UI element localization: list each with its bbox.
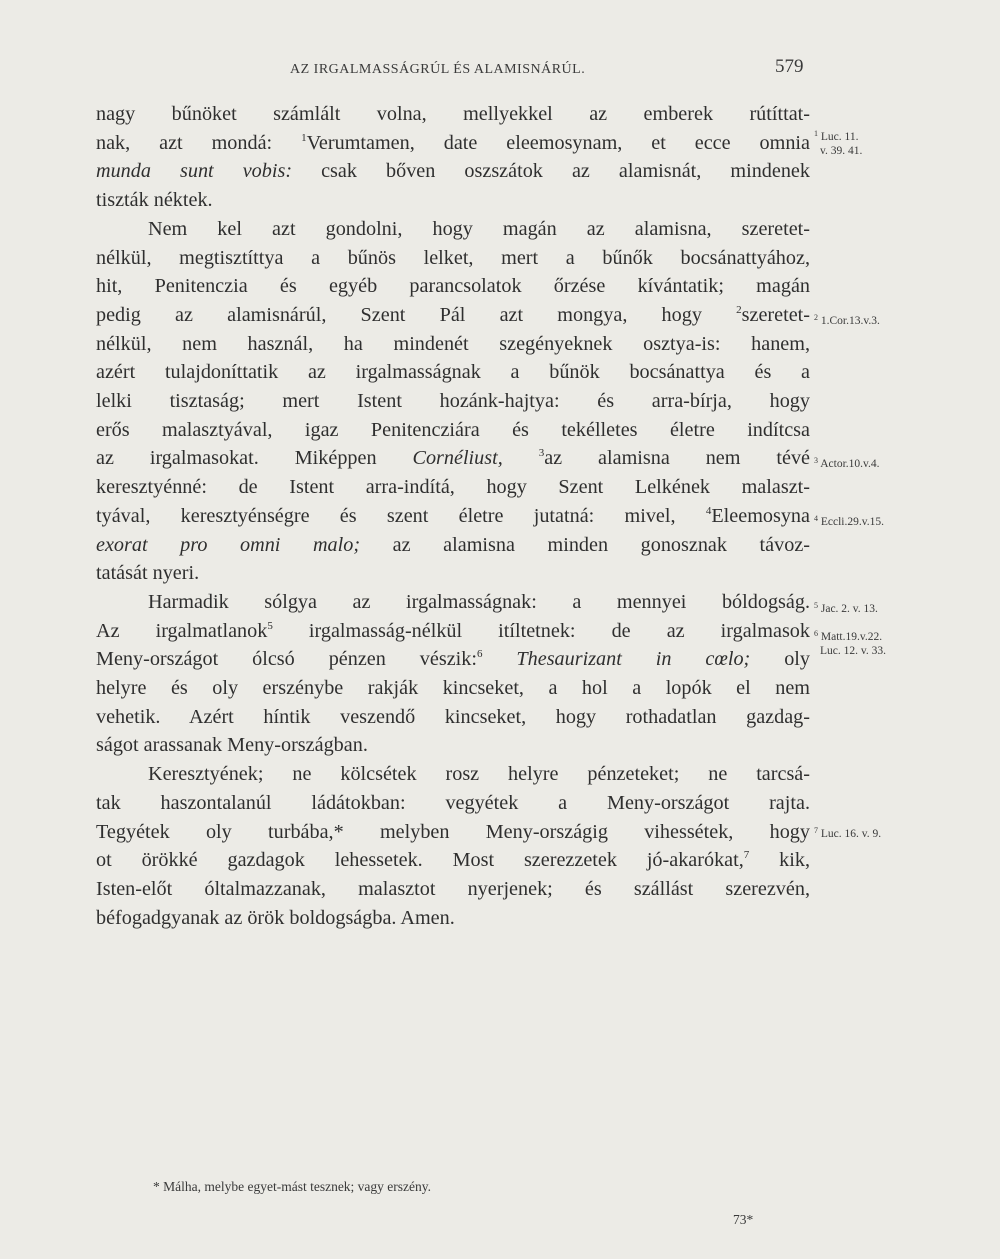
text-line: azért tulajdoníttatik az irgalmasságnak a bűnök bocsánattya és a (96, 361, 810, 384)
signature-mark: 73* (733, 1212, 754, 1227)
reference-mark: 1 (301, 131, 307, 144)
text-line: lelki tisztaság; mert Istent hozánk-hajtya: és arra-bírja, hogy (96, 390, 810, 413)
text-line: vehetik. Azért híntik veszendő kincseket, hogy rothadatlan gazdag- (96, 705, 810, 728)
text-line: helyre és oly erszénybe rakják kincseket, a hol a lopók el nem (96, 677, 810, 700)
text-line: nak, azt mondá: $^1$Verumtamen, date eleemosynam, et ecce omnia (96, 131, 810, 154)
page-header (0, 56, 1000, 86)
text-line: Isten-előt óltalmazzanak, malasztot nyerjenek; és szállást szerezvén, (96, 877, 810, 900)
text-line: ot örökké gazdagok lehessetek. Most szerezzetek jó-akarókat,$^7$ kik, (96, 849, 811, 872)
text-line: exorat pro omni malo; az alamisna minden gonosznak távoz- (96, 533, 810, 556)
page-number: 579 (775, 56, 804, 77)
margin-reference: $^4$ Eccli.29.v.15. (814, 514, 885, 528)
footnote: * Málha, melybe egyet-mást tesznek; vagy erszény. (153, 1179, 432, 1194)
reference-mark: 6 (814, 629, 818, 638)
text-line: pedig az alamisnárúl, Szent Pál azt mongya, hogy $^2$szeretet- (96, 303, 810, 326)
text-line: tiszták néktek. (96, 189, 213, 212)
text-line: Keresztyének; ne kölcsétek rosz helyre pénzeteket; ne tarcsá- (148, 763, 810, 786)
margin-reference: $^2$ 1.Cor.13.v.3. (814, 313, 880, 327)
margin-reference: $^7$ Luc. 16. v. 9. (814, 826, 882, 840)
text-line: Tegyétek oly turbába,* melyben Meny-országig vihessétek, hogy (96, 820, 810, 843)
reference-mark: 2 (736, 303, 742, 316)
reference-mark: 7 (743, 849, 750, 862)
reference-mark: 3 (538, 447, 545, 460)
text-line: nélkül, nem használ, ha mindenét szegényeknek osztya-is: hanem, (96, 332, 810, 355)
text-line: az irgalmasokat. Miképpen Cornéliust, $^3$az alamisna nem tévé (96, 447, 810, 470)
text-line: munda sunt vobis: csak bőven oszszátok az alamisnát, mindenek (96, 160, 810, 183)
text-line: keresztyénné: de Istent arra-indítá, hogy Szent Lelkének malaszt- (96, 476, 810, 499)
text-line: Harmadik sólgya az irgalmasságnak: a mennyei bóldogság. (148, 590, 810, 613)
latin-quote: exorat pro omni malo; (96, 533, 361, 556)
margin-reference: $^5$ Jac. 2. v. 13. (814, 601, 878, 615)
text-line: tak haszontalanúl ládátokban: vegyétek a Meny-országot rajta. (96, 791, 810, 814)
reference-mark: 4 (705, 504, 712, 517)
text-line: erős malasztyával, igaz Penitencziára és tekélletes életre indítcsa (96, 418, 810, 441)
reference-mark: 4 (814, 514, 818, 523)
running-head: AZ IRGALMASSÁGRÚL ÉS ALAMISNÁRÚL. (290, 62, 586, 77)
reference-mark: 1 (814, 129, 818, 138)
margin-reference: $^6$ Matt.19.v.22. Luc. 12. v. 33. (814, 629, 887, 657)
reference-mark: 2 (814, 313, 818, 322)
reference-mark: 7 (814, 826, 818, 835)
reference-mark: 5 (814, 601, 818, 610)
text-line: ságot arassanak Meny-országban. (96, 734, 368, 757)
reference-mark: 5 (267, 619, 273, 632)
text-line: béfogadgyanak az örök boldogságba. Amen. (96, 906, 455, 929)
margin-reference: $^3$ Actor.10.v.4. (814, 456, 880, 470)
latin-quote: munda sunt vobis: (96, 160, 293, 183)
text-line: Az irgalmatlanok$^5$ irgalmasság-nélkül itíltetnek: de az irgalmasok (96, 619, 810, 642)
body-text (96, 100, 810, 932)
margin-reference: $^1$ Luc. 11. v. 39. 41. (814, 129, 863, 157)
latin-quote: Cornéliust, (412, 447, 503, 470)
latin-quote: Thesaurizant in cœlo; (516, 648, 751, 671)
text-line: nagy bűnöket számlált volna, mellyekkel az emberek rútíttat- (96, 103, 810, 125)
text-line: Nem kel azt gondolni, hogy magán az alamisna, szeretet- (148, 217, 810, 240)
text-line: tatását nyeri. (96, 562, 200, 585)
reference-mark: 3 (814, 456, 818, 465)
reference-mark: 6 (476, 648, 483, 661)
text-line: tyával, keresztyénségre és szent életre jutatná: mivel, $^4$Eleemosyna (96, 504, 810, 527)
text-line: Meny-országot ólcsó pénzen vészik:$^6$ Thesaurizant in cœlo; oly (96, 648, 811, 671)
text-line: nélkül, megtisztíttya a bűnös lelket, mert a bűnők bocsánattyához, (96, 246, 810, 269)
text-line: hit, Penitenczia és egyéb parancsolatok őrzése kívántatik; magán (96, 275, 810, 298)
